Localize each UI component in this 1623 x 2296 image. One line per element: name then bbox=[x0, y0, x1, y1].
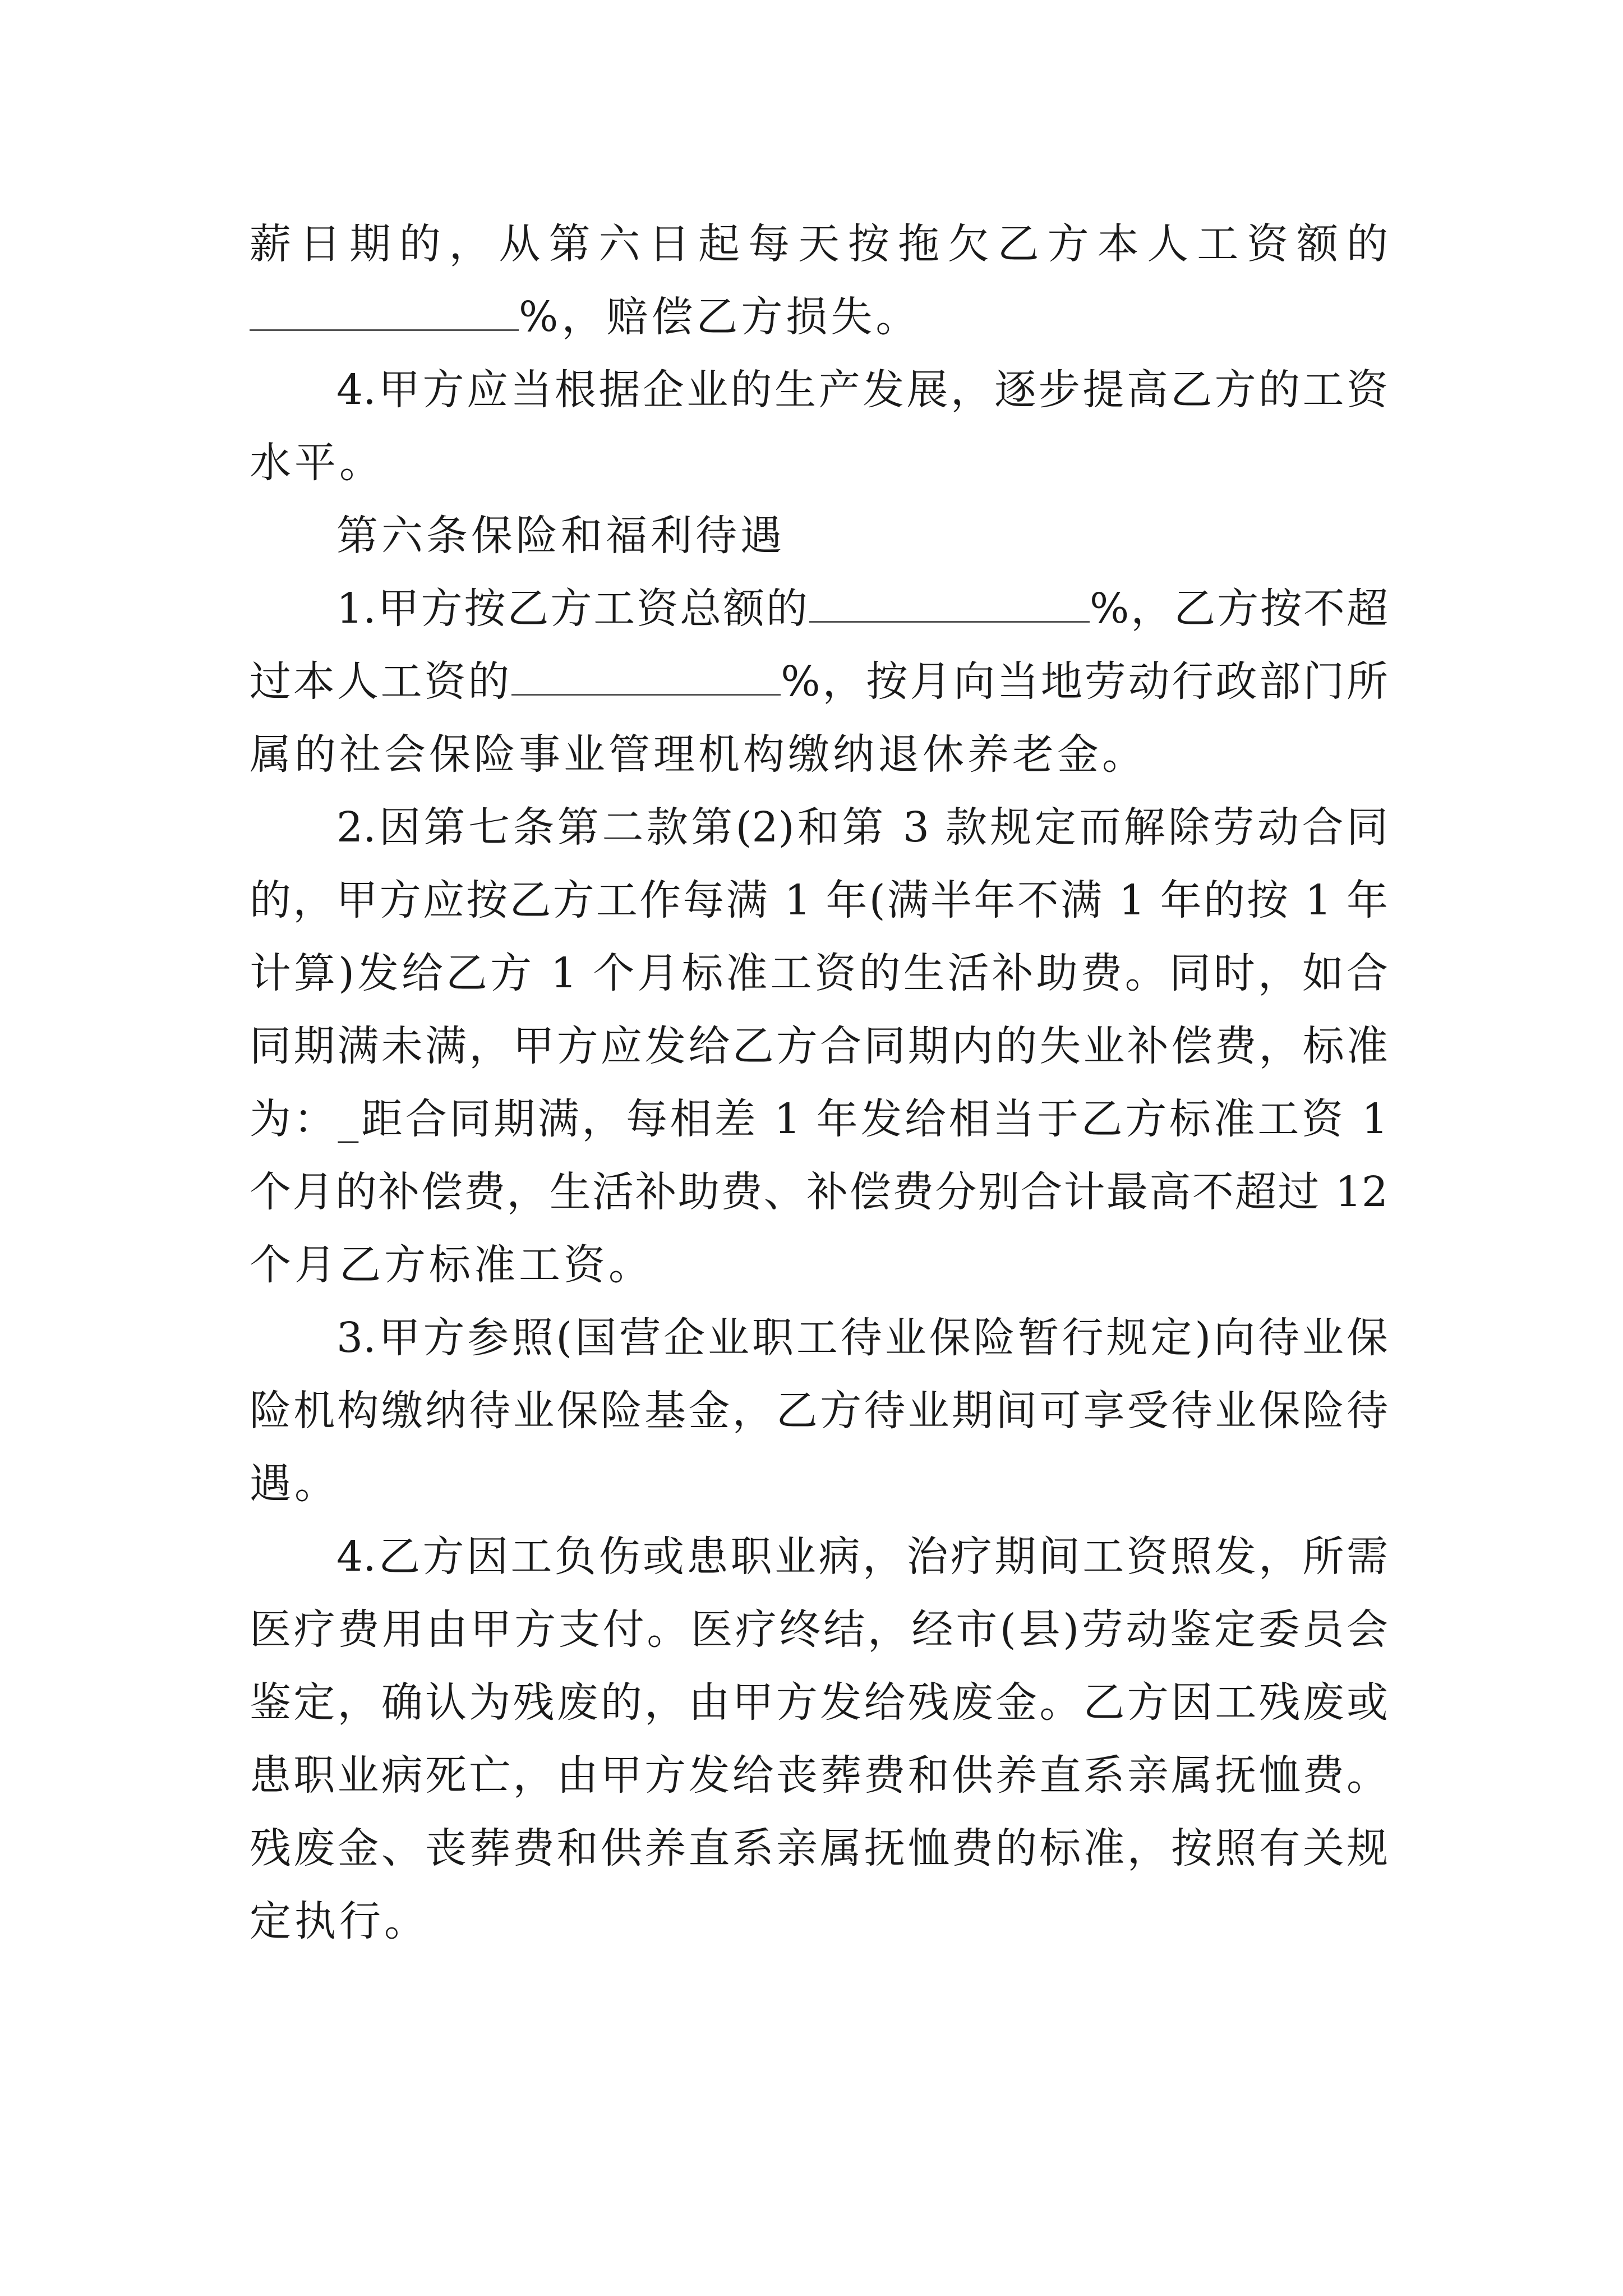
text-line: 个月乙方标准工资。 bbox=[250, 1241, 653, 1289]
paragraph-first-line: 3.甲方参照(国营企业职工待业保险暂行规定)向待业保 bbox=[336, 1314, 1388, 1362]
text-fragment: %，乙方按不超 bbox=[1090, 585, 1388, 633]
text-line: 薪日期的，从第六日起每天按拖欠乙方本人工资额的 bbox=[250, 220, 1388, 268]
text-line: 为：_距合同期满，每相差 1 年发给相当于乙方标准工资 1 bbox=[250, 1095, 1388, 1143]
paragraph-first-line: 4.甲方应当根据企业的生产发展，逐步提高乙方的工资 bbox=[336, 366, 1388, 414]
text-fragment: %，按月向当地劳动行政部门所 bbox=[781, 657, 1388, 706]
text-line: 遇。 bbox=[250, 1460, 339, 1508]
text-line: 属的社会保险事业管理机构缴纳退休养老金。 bbox=[250, 730, 1147, 779]
paragraph-first-line: 2.因第七条第二款第(2)和第 3 款规定而解除劳动合同 bbox=[336, 803, 1388, 852]
fill-in-blank[interactable] bbox=[250, 295, 519, 331]
text-line bbox=[250, 654, 1388, 710]
text-line: 个月的补偿费，生活补助费、补偿费分别合计最高不超过 12 bbox=[250, 1168, 1388, 1216]
text-line: 险机构缴纳待业保险基金，乙方待业期间可享受待业保险待 bbox=[250, 1387, 1388, 1435]
text-line: 患职业病死亡，由甲方发给丧葬费和供养直系亲属抚恤费。 bbox=[250, 1751, 1388, 1800]
text-fragment: 过本人工资的 bbox=[250, 657, 512, 706]
text-line: 计算)发给乙方 1 个月标准工资的生活补助费。同时，如合 bbox=[250, 949, 1388, 997]
text-line: 鉴定，确认为残废的，由甲方发给残废金。乙方因工残废或 bbox=[250, 1678, 1388, 1727]
section-heading: 第六条保险和福利待遇 bbox=[336, 512, 785, 560]
text-line: 同期满未满，甲方应发给乙方合同期内的失业补偿费，标准 bbox=[250, 1022, 1388, 1070]
text-line: 医疗费用由甲方支付。医疗终结，经市(县)劳动鉴定委员会 bbox=[250, 1605, 1388, 1654]
text-line: 水平。 bbox=[250, 439, 384, 487]
text-line: 残废金、丧葬费和供养直系亲属抚恤费的标准，按照有关规 bbox=[250, 1824, 1388, 1872]
paragraph-first-line bbox=[336, 581, 1388, 637]
text-line bbox=[250, 289, 1388, 345]
text-line: 定执行。 bbox=[250, 1897, 429, 1945]
fill-in-blank[interactable] bbox=[809, 586, 1090, 623]
fill-in-blank[interactable] bbox=[511, 659, 781, 696]
text-fragment: 1.甲方按乙方工资总额的 bbox=[336, 585, 809, 633]
text-fragment: %，赔偿乙方损失。 bbox=[519, 293, 921, 341]
text-line: 的，甲方应按乙方工作每满 1 年(满半年不满 1 年的按 1 年 bbox=[250, 876, 1388, 924]
paragraph-first-line: 4.乙方因工负伤或患职业病，治疗期间工资照发，所需 bbox=[336, 1533, 1388, 1581]
